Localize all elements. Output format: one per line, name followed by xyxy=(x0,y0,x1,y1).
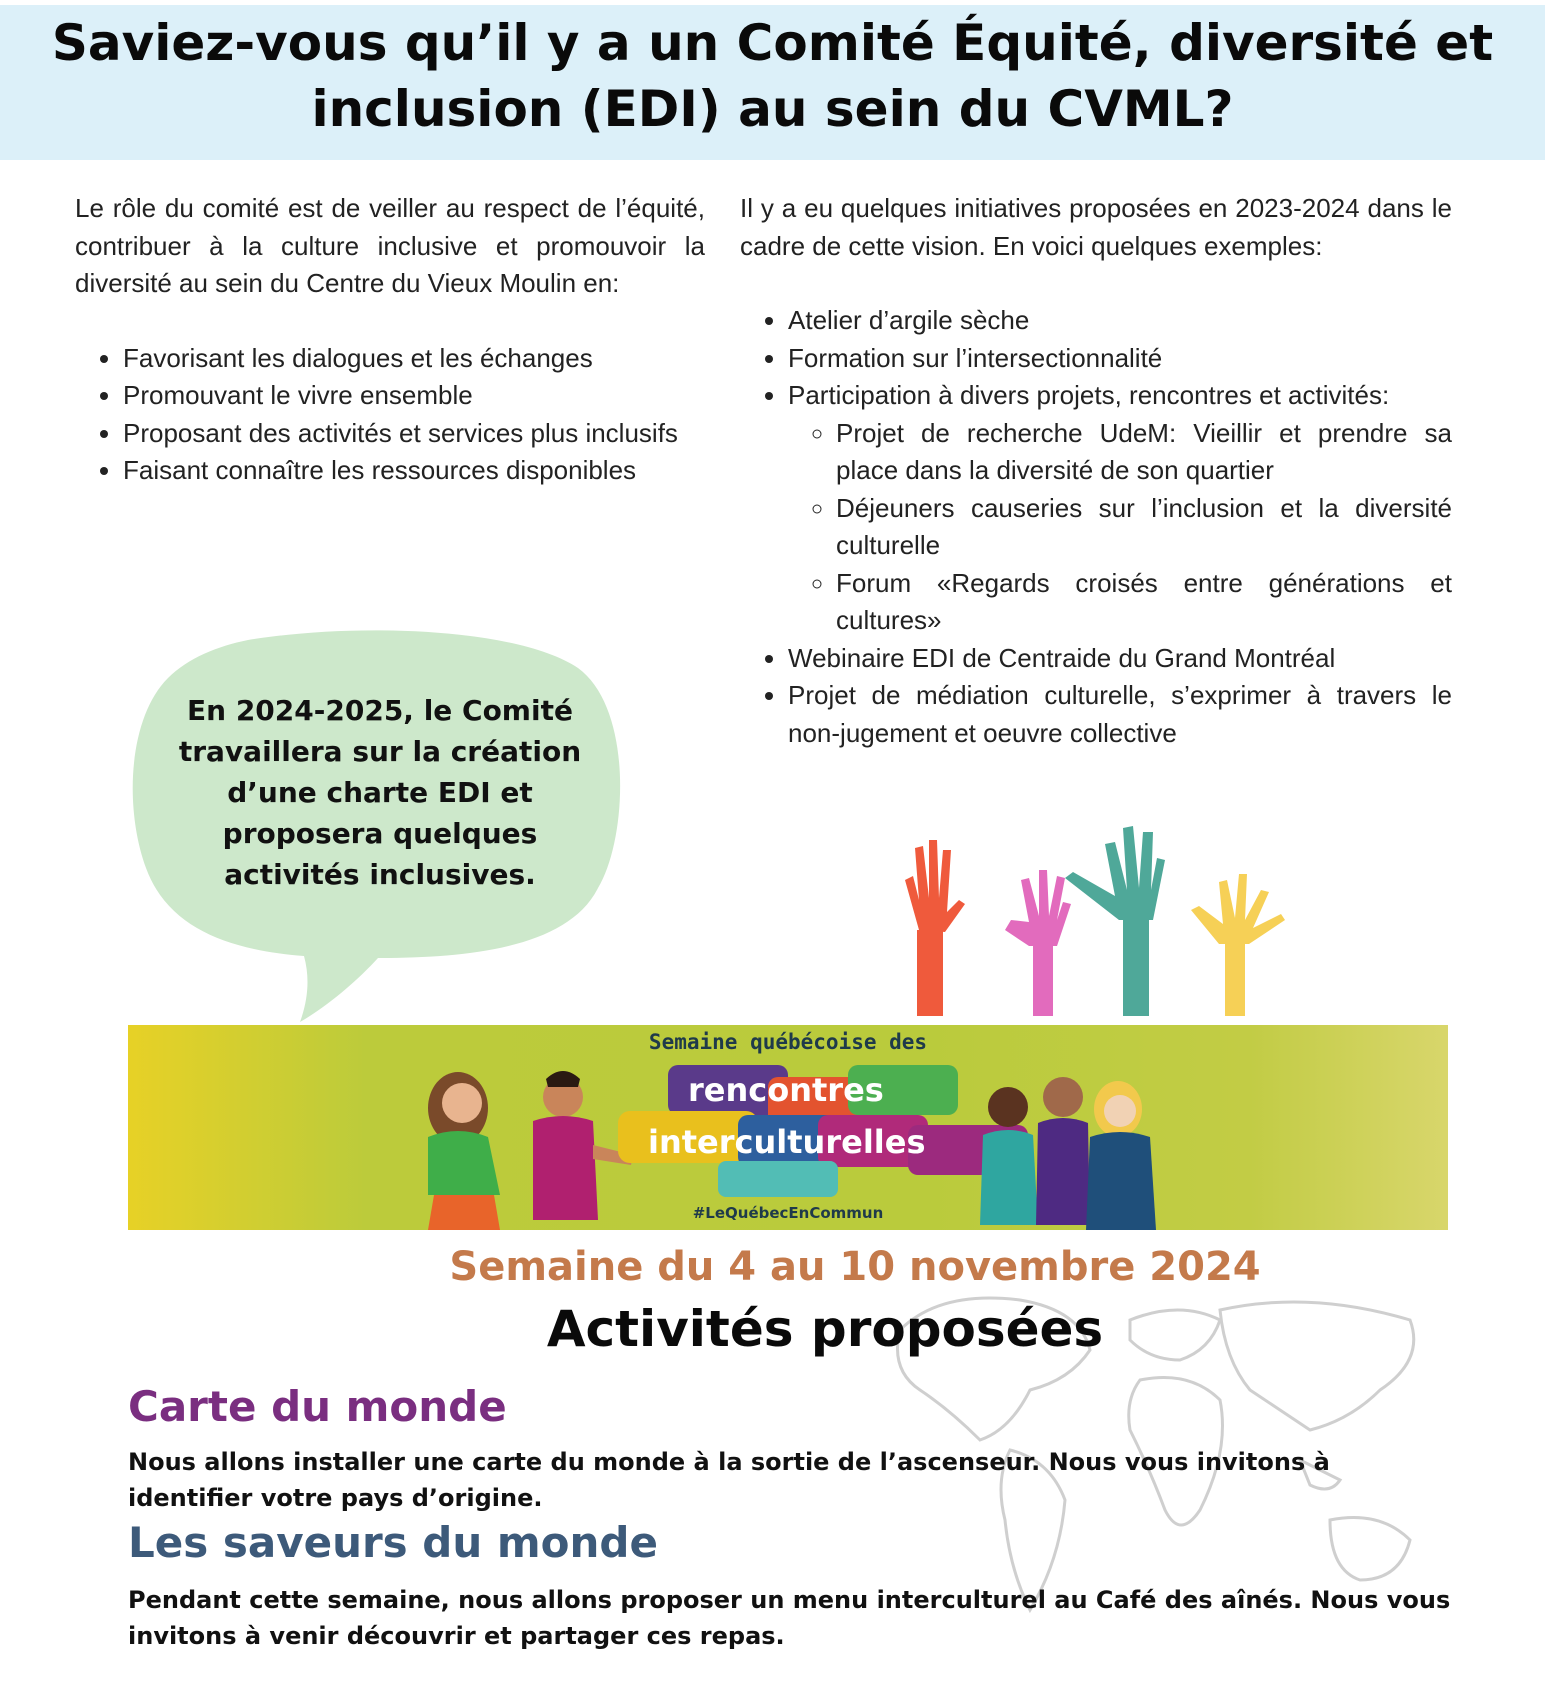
logo-part: rcult xyxy=(718,1123,803,1161)
sqri-hashtag: #LeQuébecEnCommun xyxy=(692,1204,884,1222)
page-title: Saviez-vous qu’il y a un Comité Équité, diversité et inclusion (EDI) au sein du CVML? xyxy=(51,14,1494,138)
event-week: Semaine du 4 au 10 novembre 2024 xyxy=(449,1244,1261,1290)
left-list xyxy=(75,340,705,490)
list-item: • Proposant des activités et services plus inclusifs xyxy=(123,415,705,453)
list-item: • Formation sur l’intersectionnalité xyxy=(788,340,1452,378)
logo-part: res xyxy=(827,1071,884,1109)
sqri-logo xyxy=(648,1065,1028,1195)
section-body-carte: Nous allons installer une carte du monde à la sortie de l’ascenseur. Nous vous invitons à identifier votre pays d’origine. xyxy=(128,1448,1330,1512)
section-body-saveurs: Pendant cette semaine, nous allons proposer un menu interculturel au Café des aînés. Nous vous invitons à venir découvrir et partager ces repas. xyxy=(128,1586,1451,1650)
logo-part: urell xyxy=(802,1123,885,1161)
sqri-banner-top-text: Semaine québécoise des xyxy=(648,1030,928,1054)
activities-title: Activités proposées xyxy=(546,1300,1104,1358)
left-intro: Le rôle du comité est de veiller au respect de l’équité, contribuer à la culture inclusive et promouvoir la diversité au sein du Centre du Vieux Moulin en: xyxy=(75,193,705,298)
logo-part: inte xyxy=(648,1123,719,1161)
list-item: • Faisant connaître les ressources disponibles xyxy=(123,452,705,490)
list-item xyxy=(788,377,1452,640)
sqri-banner xyxy=(128,1025,1448,1230)
list-item-label: Participation à divers projets, rencontres et activités: xyxy=(788,380,1390,410)
sub-list-item: ◦ Forum «Regards croisés entre générations et cultures» xyxy=(836,565,1452,640)
right-list xyxy=(740,302,1452,752)
person-man-right xyxy=(1036,1077,1090,1225)
list-item: • Promouvant le vivre ensemble xyxy=(123,377,705,415)
raised-hands-icon xyxy=(905,820,1285,1016)
right-intro: Il y a eu quelques initiatives proposées en 2023-2024 dans le cadre de cette vision. En voici quelques exemples: xyxy=(740,193,1452,261)
section-title-carte: Carte du monde xyxy=(128,1382,507,1431)
right-column xyxy=(740,190,1452,752)
logo-part: cont xyxy=(748,1071,828,1109)
list-item: • Atelier d’argile sèche xyxy=(788,302,1452,340)
list-item: • Webinaire EDI de Centraide du Grand Montréal xyxy=(788,640,1452,678)
bubble-text: En 2024-2025, le Comité travaillera sur la création d’une charte EDI et proposera quelques activités inclusives. xyxy=(178,694,582,891)
list-item: • Projet de médiation culturelle, s’exprimer à travers le non-jugement et oeuvre collective xyxy=(788,677,1452,752)
section-title-saveurs: Les saveurs du monde xyxy=(128,1518,658,1567)
sub-list-item: ◦ Projet de recherche UdeM: Vieillir et prendre sa place dans la diversité de son quartier xyxy=(836,415,1452,490)
logo-part: ren xyxy=(688,1071,749,1109)
logo-part: es xyxy=(884,1123,926,1161)
sub-list xyxy=(788,415,1452,640)
left-column xyxy=(75,190,705,490)
sub-list-item: ◦ Déjeuners causeries sur l’inclusion et la diversité culturelle xyxy=(836,490,1452,565)
list-item: • Favorisant les dialogues et les échanges xyxy=(123,340,705,378)
